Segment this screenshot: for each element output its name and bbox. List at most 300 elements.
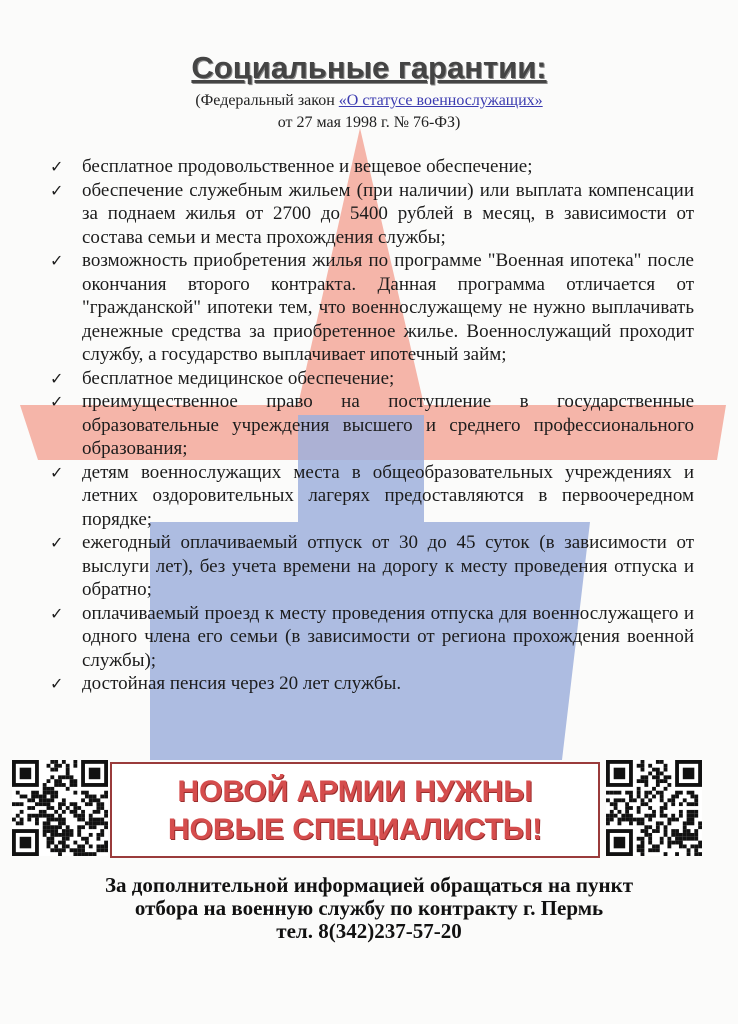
qr-module — [43, 783, 47, 787]
qr-module — [648, 818, 652, 822]
qr-module — [644, 783, 648, 787]
qr-module — [50, 791, 54, 795]
qr-module — [656, 825, 660, 829]
qr-module — [43, 821, 47, 825]
qr-module — [104, 841, 108, 845]
qr-module — [31, 795, 35, 799]
qr-module — [637, 821, 641, 825]
qr-module — [656, 779, 660, 783]
qr-module — [73, 779, 77, 783]
qr-module — [641, 764, 645, 768]
qr-module — [683, 844, 687, 848]
qr-module — [671, 802, 675, 806]
qr-module — [89, 802, 93, 806]
qr-module — [660, 810, 664, 814]
qr-module — [62, 848, 66, 852]
qr-module — [652, 795, 656, 799]
qr-module — [671, 829, 675, 833]
qr-module — [641, 837, 645, 841]
qr-module — [70, 848, 74, 852]
qr-module — [100, 833, 104, 837]
qr-module — [656, 768, 660, 772]
qr-module — [43, 795, 47, 799]
list-item — [48, 602, 694, 673]
qr-module — [621, 818, 625, 822]
law-date: от 27 мая 1998 г. № 76-ФЗ) — [277, 114, 461, 131]
qr-module — [50, 814, 54, 818]
qr-module — [694, 802, 698, 806]
qr-module — [687, 818, 691, 822]
qr-module — [667, 775, 671, 779]
qr-module — [77, 844, 81, 848]
qr-module — [47, 829, 51, 833]
qr-module — [664, 802, 668, 806]
qr-module — [652, 775, 656, 779]
qr-module — [625, 818, 629, 822]
recruitment-banner — [110, 762, 600, 858]
qr-module — [50, 825, 54, 829]
qr-module — [43, 798, 47, 802]
qr-module — [89, 825, 93, 829]
qr-module — [683, 833, 687, 837]
qr-module — [66, 768, 70, 772]
checkmark-icon: ✓ — [50, 462, 64, 482]
qr-module — [77, 833, 81, 837]
qr-module — [20, 795, 24, 799]
qr-module — [618, 818, 622, 822]
qr-module — [35, 814, 39, 818]
qr-module — [690, 795, 694, 799]
qr-module — [16, 821, 20, 825]
qr-module — [694, 852, 698, 856]
qr-module — [73, 791, 77, 795]
qr-module — [683, 837, 687, 841]
qr-module — [77, 852, 81, 856]
qr-module — [81, 791, 85, 795]
qr-module — [62, 798, 66, 802]
qr-module — [629, 798, 633, 802]
qr-module — [96, 833, 100, 837]
checkmark-icon: ✓ — [50, 368, 64, 388]
qr-module — [54, 829, 58, 833]
qr-module — [66, 837, 70, 841]
list-item-text: обеспечение служебным жильем (при наличии) или выплата компенсации за поднаем жилья от 2700 до 5400 рублей в месяц, в зависимости от состава семьи и места прохождения службы; — [82, 179, 694, 248]
qr-module — [62, 818, 66, 822]
qr-module — [694, 833, 698, 837]
qr-module — [621, 798, 625, 802]
qr-module — [73, 760, 77, 764]
qr-module — [96, 798, 100, 802]
qr-module — [54, 783, 58, 787]
qr-module — [698, 821, 702, 825]
checkmark-icon: ✓ — [50, 603, 64, 623]
qr-module — [667, 783, 671, 787]
qr-module — [96, 848, 100, 852]
qr-module — [85, 837, 89, 841]
qr-module — [667, 844, 671, 848]
qr-module — [89, 795, 93, 799]
qr-module — [96, 806, 100, 810]
qr-module — [656, 783, 660, 787]
qr-module — [641, 818, 645, 822]
qr-finder-pattern — [614, 768, 626, 780]
qr-module — [652, 810, 656, 814]
qr-module — [85, 791, 89, 795]
qr-module — [664, 779, 668, 783]
qr-module — [641, 852, 645, 856]
qr-module — [614, 791, 618, 795]
qr-module — [694, 814, 698, 818]
qr-module — [89, 818, 93, 822]
qr-module — [43, 787, 47, 791]
qr-module — [66, 787, 70, 791]
qr-module — [73, 814, 77, 818]
qr-module — [614, 802, 618, 806]
qr-module — [70, 802, 74, 806]
qr-module — [656, 760, 660, 764]
qr-module — [70, 829, 74, 833]
qr-module — [58, 802, 62, 806]
qr-module — [656, 844, 660, 848]
qr-module — [54, 768, 58, 772]
qr-module — [660, 806, 664, 810]
qr-module — [656, 821, 660, 825]
qr-module — [652, 787, 656, 791]
qr-module — [641, 829, 645, 833]
qr-module — [675, 852, 679, 856]
qr-module — [671, 833, 675, 837]
list-item-text: преимущественное право на поступление в государственные образовательные учреждения высшего и среднего профессионального образования; — [82, 391, 694, 459]
qr-module — [35, 802, 39, 806]
qr-module — [50, 806, 54, 810]
qr-module — [104, 810, 108, 814]
qr-module — [667, 818, 671, 822]
qr-module — [637, 848, 641, 852]
qr-module — [679, 833, 683, 837]
qr-module — [629, 818, 633, 822]
qr-module — [43, 829, 47, 833]
qr-module — [100, 795, 104, 799]
qr-module — [606, 798, 610, 802]
qr-module — [93, 821, 97, 825]
qr-module — [85, 795, 89, 799]
qr-module — [104, 848, 108, 852]
qr-module — [96, 810, 100, 814]
qr-module — [93, 798, 97, 802]
qr-module — [58, 779, 62, 783]
qr-module — [47, 814, 51, 818]
list-item-text: оплачиваемый проезд к месту проведения отпуска для военнослужащего и одного члена его семьи (в зависимости от региона прохождения военной службы); — [82, 602, 694, 671]
qr-code-right[interactable] — [606, 760, 702, 856]
qr-module — [100, 844, 104, 848]
qr-module — [687, 833, 691, 837]
qr-module — [104, 821, 108, 825]
qr-module — [50, 798, 54, 802]
qr-module — [85, 821, 89, 825]
qr-module — [43, 825, 47, 829]
qr-module — [667, 837, 671, 841]
qr-module — [660, 837, 664, 841]
qr-module — [96, 818, 100, 822]
qr-module — [54, 795, 58, 799]
qr-module — [16, 791, 20, 795]
qr-module — [62, 821, 66, 825]
qr-module — [621, 814, 625, 818]
qr-module — [671, 814, 675, 818]
qr-module — [62, 841, 66, 845]
qr-module — [648, 841, 652, 845]
qr-module — [648, 837, 652, 841]
qr-module — [690, 833, 694, 837]
qr-module — [35, 821, 39, 825]
qr-module — [66, 829, 70, 833]
qr-module — [644, 833, 648, 837]
qr-module — [675, 829, 679, 833]
qr-module — [644, 775, 648, 779]
qr-module — [20, 810, 24, 814]
qr-module — [698, 852, 702, 856]
qr-module — [660, 772, 664, 776]
qr-module — [637, 844, 641, 848]
qr-module — [66, 764, 70, 768]
qr-module — [104, 825, 108, 829]
qr-module — [58, 806, 62, 810]
qr-module — [683, 829, 687, 833]
qr-module — [58, 814, 62, 818]
qr-module — [698, 825, 702, 829]
qr-module — [50, 760, 54, 764]
qr-module — [679, 841, 683, 845]
qr-module — [62, 760, 66, 764]
qr-module — [690, 810, 694, 814]
qr-module — [58, 833, 62, 837]
qr-module — [633, 798, 637, 802]
qr-module — [54, 760, 58, 764]
qr-module — [77, 814, 81, 818]
qr-module — [100, 806, 104, 810]
qr-module — [54, 848, 58, 852]
qr-module — [694, 798, 698, 802]
qr-module — [687, 829, 691, 833]
checkmark-icon: ✓ — [50, 251, 64, 270]
qr-module — [104, 795, 108, 799]
qr-module — [104, 791, 108, 795]
qr-module — [89, 833, 93, 837]
qr-module — [664, 768, 668, 772]
law-prefix: (Федеральный закон — [195, 92, 339, 109]
qr-module — [89, 844, 93, 848]
checkmark-icon: ✓ — [50, 157, 64, 176]
qr-module — [77, 825, 81, 829]
qr-module — [648, 764, 652, 768]
qr-module — [54, 844, 58, 848]
qr-module — [58, 783, 62, 787]
qr-module — [644, 791, 648, 795]
qr-module — [675, 818, 679, 822]
qr-module — [47, 787, 51, 791]
qr-module — [610, 818, 614, 822]
list-item — [48, 461, 694, 532]
qr-module — [47, 791, 51, 795]
qr-module — [70, 810, 74, 814]
qr-module — [694, 829, 698, 833]
qr-module — [641, 779, 645, 783]
qr-module — [93, 795, 97, 799]
qr-finder-pattern — [683, 768, 695, 780]
qr-module — [687, 791, 691, 795]
qr-module — [54, 764, 58, 768]
list-item — [48, 390, 694, 461]
qr-module — [47, 844, 51, 848]
qr-module — [47, 837, 51, 841]
qr-module — [39, 810, 43, 814]
qr-module — [81, 798, 85, 802]
qr-module — [614, 814, 618, 818]
banner-line-1: НОВОЙ АРМИИ НУЖНЫ — [177, 775, 533, 808]
qr-module — [652, 814, 656, 818]
qr-module — [690, 802, 694, 806]
qr-module — [43, 802, 47, 806]
qr-module — [671, 841, 675, 845]
qr-module — [47, 825, 51, 829]
qr-module — [614, 806, 618, 810]
qr-finder-pattern — [20, 837, 32, 849]
qr-module — [81, 818, 85, 822]
qr-module — [35, 795, 39, 799]
list-item — [48, 179, 694, 250]
qr-module — [81, 837, 85, 841]
contact-phone: тел. 8(342)237-57-20 — [276, 919, 462, 943]
list-item — [48, 367, 694, 391]
qr-module — [637, 818, 641, 822]
qr-module — [644, 795, 648, 799]
qr-module — [614, 798, 618, 802]
qr-module — [20, 818, 24, 822]
qr-module — [641, 775, 645, 779]
qr-module — [610, 810, 614, 814]
qr-module — [625, 806, 629, 810]
banner-line-2: НОВЫЕ СПЕЦИАЛИСТЫ! — [167, 813, 543, 846]
qr-module — [644, 829, 648, 833]
law-link[interactable]: «О статусе военнослужащих» — [338, 92, 543, 109]
qr-module — [648, 806, 652, 810]
qr-module — [81, 810, 85, 814]
qr-module — [50, 833, 54, 837]
qr-module — [664, 764, 668, 768]
qr-module — [644, 814, 648, 818]
qr-module — [100, 848, 104, 852]
qr-module — [31, 806, 35, 810]
qr-module — [47, 806, 51, 810]
qr-module — [27, 818, 31, 822]
qr-finder-pattern — [20, 768, 32, 780]
qr-module — [73, 852, 77, 856]
qr-module — [690, 844, 694, 848]
qr-module — [70, 833, 74, 837]
qr-module — [35, 818, 39, 822]
qr-module — [618, 821, 622, 825]
qr-module — [664, 787, 668, 791]
qr-module — [62, 802, 66, 806]
qr-module — [660, 821, 664, 825]
qr-module — [54, 825, 58, 829]
qr-module — [637, 810, 641, 814]
qr-module — [690, 791, 694, 795]
qr-module — [675, 841, 679, 845]
qr-module — [683, 825, 687, 829]
qr-module — [648, 848, 652, 852]
qr-module — [660, 814, 664, 818]
guarantees-list — [48, 155, 694, 696]
qr-module — [637, 806, 641, 810]
qr-module — [610, 814, 614, 818]
qr-module — [50, 787, 54, 791]
qr-module — [73, 806, 77, 810]
qr-module — [687, 802, 691, 806]
qr-finder-pattern — [89, 768, 101, 780]
qr-module — [698, 844, 702, 848]
qr-module — [644, 779, 648, 783]
qr-module — [625, 802, 629, 806]
qr-module — [694, 795, 698, 799]
qr-module — [690, 814, 694, 818]
qr-module — [66, 825, 70, 829]
qr-module — [675, 795, 679, 799]
list-item — [48, 155, 694, 179]
qr-module — [694, 848, 698, 852]
qr-module — [687, 810, 691, 814]
qr-module — [687, 848, 691, 852]
qr-module — [73, 848, 77, 852]
qr-module — [641, 760, 645, 764]
qr-module — [606, 818, 610, 822]
qr-module — [667, 821, 671, 825]
qr-module — [660, 779, 664, 783]
qr-module — [664, 806, 668, 810]
qr-module — [77, 818, 81, 822]
qr-module — [62, 783, 66, 787]
qr-module — [667, 798, 671, 802]
qr-module — [43, 833, 47, 837]
qr-module — [47, 779, 51, 783]
qr-module — [47, 818, 51, 822]
qr-module — [39, 798, 43, 802]
qr-module — [62, 829, 66, 833]
qr-module — [73, 783, 77, 787]
qr-code-left[interactable] — [12, 760, 108, 856]
qr-module — [656, 791, 660, 795]
qr-module — [656, 829, 660, 833]
qr-module — [73, 802, 77, 806]
qr-module — [62, 837, 66, 841]
qr-module — [100, 818, 104, 822]
qr-module — [687, 821, 691, 825]
qr-module — [664, 814, 668, 818]
contact-line-1: За дополнительной информацией обращаться на пункт — [104, 873, 634, 897]
qr-module — [618, 791, 622, 795]
qr-module — [96, 844, 100, 848]
list-item-text: возможность приобретения жилья по программе "Военная ипотека" после окончания второго контракта. Данная программа отличается от "гражданской" ипотеки тем, что военнослужащему не нужно выплачивать денежные средства за приобретенное жилье. Военнослужащий проходит службу, а государство выплачивает ипотечный займ; — [82, 250, 694, 365]
qr-module — [96, 837, 100, 841]
qr-module — [50, 848, 54, 852]
qr-module — [70, 775, 74, 779]
qr-module — [652, 844, 656, 848]
qr-module — [85, 841, 89, 845]
qr-module — [16, 814, 20, 818]
qr-module — [50, 818, 54, 822]
qr-module — [62, 833, 66, 837]
qr-module — [618, 810, 622, 814]
